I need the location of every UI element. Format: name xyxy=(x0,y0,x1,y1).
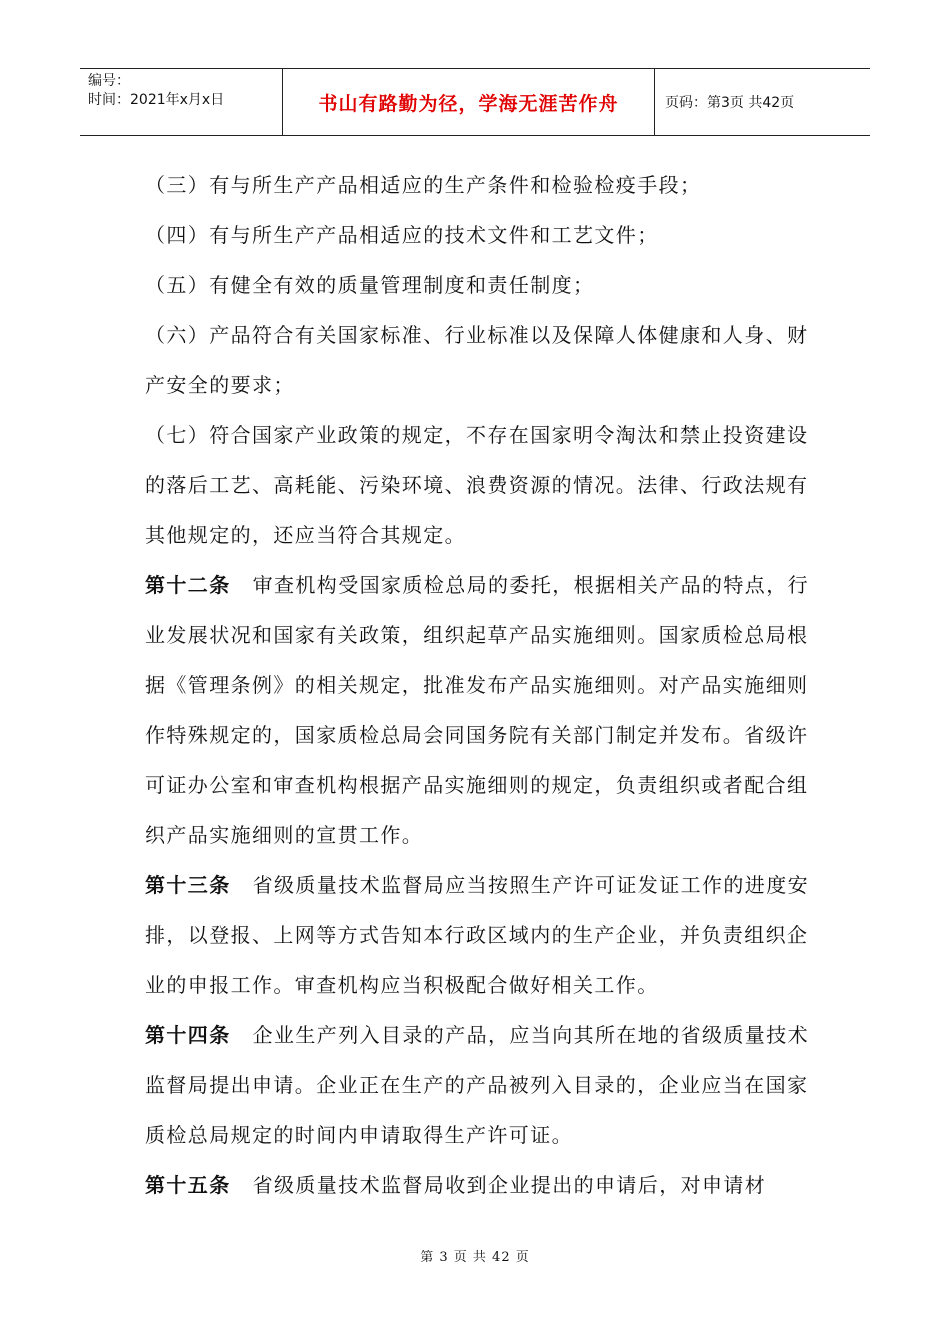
article-15 xyxy=(145,1160,815,1210)
article-13-text: 省级质量技术监督局应当按照生产许可证发证工作的进度安排，以登报、上网等方式告知本行政区域内的生产企业，并负责组织企业的申报工作。审查机构应当积极配合做好相关工作。 xyxy=(145,873,810,997)
document-body xyxy=(145,160,815,1210)
condition-item-7: （七）符合国家产业政策的规定，不存在国家明令淘汰和禁止投资建设的落后工艺、高耗能、污染环境、浪费资源的情况。法律、行政法规有其他规定的，还应当符合其规定。 xyxy=(145,423,809,547)
header-page-info: 页码：第3页 共42页 xyxy=(665,95,795,111)
article-12 xyxy=(145,560,815,860)
document-number: 编号： xyxy=(88,73,130,89)
article-13-label: 第十三条 xyxy=(145,873,231,897)
page-footer: 第 3 页 共 42 页 xyxy=(420,1250,530,1265)
article-14 xyxy=(145,1010,815,1160)
article-15-text: 省级质量技术监督局收到企业提出的申请后，对申请材 xyxy=(252,1173,767,1197)
condition-item-5: （五）有健全有效的质量管理制度和责任制度； xyxy=(145,273,595,297)
page-header xyxy=(80,68,870,136)
header-motto: 书山有路勤为径，学海无涯苦作舟 xyxy=(283,69,655,135)
article-12-label: 第十二条 xyxy=(145,573,231,597)
article-14-text: 企业生产列入目录的产品，应当向其所在地的省级质量技术监督局提出申请。企业正在生产的产品被列入目录的，企业应当在国家质检总局规定的时间内申请取得生产许可证。 xyxy=(145,1023,810,1147)
condition-item-4: （四）有与所生产产品相适应的技术文件和工艺文件； xyxy=(145,223,659,247)
document-date: 时间：2021年x月x日 xyxy=(88,92,225,108)
header-meta xyxy=(80,69,283,135)
condition-item-6: （六）产品符合有关国家标准、行业标准以及保障人体健康和人身、财产安全的要求； xyxy=(145,323,809,397)
article-13 xyxy=(145,860,815,1010)
condition-item-3: （三）有与所生产产品相适应的生产条件和检验检疫手段； xyxy=(145,173,702,197)
article-14-label: 第十四条 xyxy=(145,1023,231,1047)
article-15-label: 第十五条 xyxy=(145,1173,231,1197)
article-12-text: 审查机构受国家质检总局的委托，根据相关产品的特点，行业发展状况和国家有关政策，组织起草产品实施细则。国家质检总局根据《管理条例》的相关规定，批准发布产品实施细则。对产品实施细则作特殊规定的，国家质检总局会同国务院有关部门制定并发布。省级许可证办公室和审查机构根据产品实施细则的规定，负责组织或者配合组织产品实施细则的宣贯工作。 xyxy=(145,573,810,847)
